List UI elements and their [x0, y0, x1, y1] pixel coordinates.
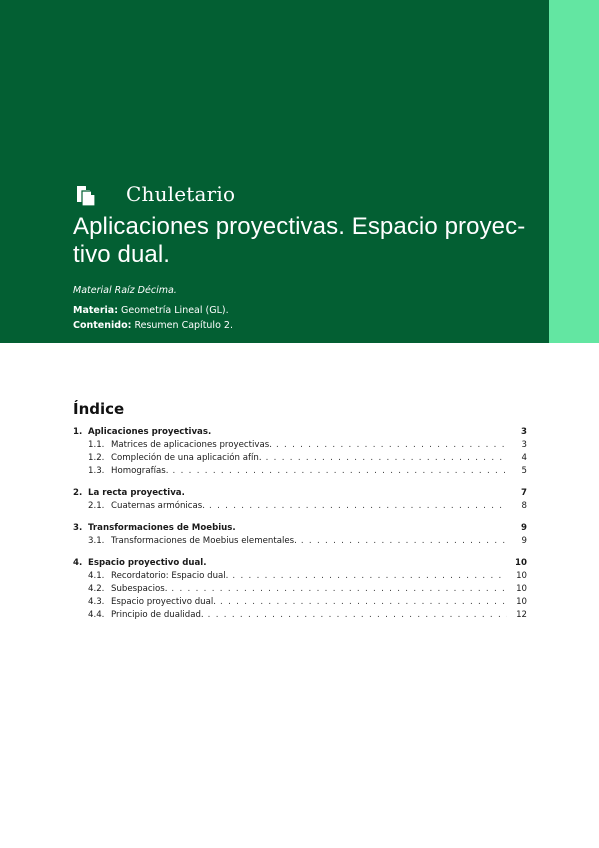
- toc-number: 1.1.: [88, 440, 105, 450]
- toc-section-entry[interactable]: [73, 558, 527, 571]
- page-title-line-2: tivo dual.: [73, 241, 171, 268]
- toc-title: Transformaciones de Moebius elementales.: [111, 536, 297, 546]
- toc-section: [73, 427, 527, 479]
- toc-number: 4.1.: [88, 571, 105, 581]
- materia-value: Geometría Lineal (GL).: [121, 305, 229, 316]
- toc-section: [73, 488, 527, 514]
- toc-page: 9: [521, 536, 527, 546]
- toc-page: 5: [521, 466, 527, 476]
- toc-subsection-entry[interactable]: [73, 453, 527, 466]
- toc-subsection-entry[interactable]: [73, 597, 527, 610]
- document-copy-icon: [74, 183, 98, 207]
- toc-page: 7: [521, 488, 527, 498]
- toc-title: Transformaciones de Moebius.: [88, 523, 236, 533]
- toc-title: Compleción de una aplicación afín.: [111, 453, 262, 463]
- toc-page: 8: [521, 501, 527, 511]
- toc-section-entry[interactable]: [73, 488, 527, 501]
- toc-page: 10: [516, 584, 527, 594]
- toc-title: La recta proyectiva.: [88, 488, 185, 498]
- materia-label: Materia:: [73, 305, 118, 316]
- toc-title: Subespacios.: [111, 584, 168, 594]
- toc-number: 4.: [73, 558, 83, 568]
- toc-subsection-entry[interactable]: [73, 584, 527, 597]
- toc-number: 3.1.: [88, 536, 105, 546]
- toc-number: 3.: [73, 523, 83, 533]
- toc-title: Espacio proyectivo dual.: [88, 558, 207, 568]
- page-title-line-1: Aplicaciones proyectivas. Espacio proyec-: [73, 213, 526, 240]
- toc-subsection-entry[interactable]: [73, 466, 527, 479]
- toc-number: 4.4.: [88, 610, 105, 620]
- toc-section: [73, 558, 527, 623]
- toc-title: Principio de dualidad.: [111, 610, 204, 620]
- toc-number: 1.3.: [88, 466, 105, 476]
- toc-title: Matrices de aplicaciones proyectivas.: [111, 440, 272, 450]
- toc-page: 10: [516, 571, 527, 581]
- toc-title: Recordatorio: Espacio dual.: [111, 571, 229, 581]
- contenido-value: Resumen Capítulo 2.: [134, 320, 233, 331]
- author: Material Raíz Décima.: [73, 285, 177, 296]
- toc-page: 12: [516, 610, 527, 620]
- dot-leader: [208, 610, 507, 620]
- page-title: [73, 213, 535, 269]
- toc-number: 4.3.: [88, 597, 105, 607]
- toc-section-entry[interactable]: [73, 427, 527, 440]
- dot-leader: [220, 597, 507, 607]
- toc-page: 3: [521, 427, 527, 437]
- toc-section-entry[interactable]: [73, 523, 527, 536]
- dot-leader: [301, 536, 507, 546]
- toc-heading: Índice: [73, 400, 125, 418]
- materia-line: [73, 305, 229, 316]
- toc-subsection-entry[interactable]: [73, 440, 527, 453]
- dot-leader: [266, 453, 507, 463]
- kicker-label: Chuletario: [126, 182, 236, 206]
- toc-page: 10: [515, 558, 527, 568]
- toc-number: 4.2.: [88, 584, 105, 594]
- toc-title: Cuaternas armónicas.: [111, 501, 205, 511]
- toc-title: Homografías.: [111, 466, 169, 476]
- toc-subsection-entry[interactable]: [73, 610, 527, 623]
- kicker: [88, 182, 235, 206]
- contenido-line: [73, 320, 233, 331]
- table-of-contents: [73, 427, 527, 632]
- toc-subsection-entry[interactable]: [73, 571, 527, 584]
- dot-leader: [171, 584, 507, 594]
- dot-leader: [173, 466, 508, 476]
- accent-strip: [549, 0, 599, 343]
- toc-number: 2.1.: [88, 501, 105, 511]
- toc-page: 10: [516, 597, 527, 607]
- toc-number: 2.: [73, 488, 83, 498]
- toc-subsection-entry[interactable]: [73, 536, 527, 549]
- dot-leader: [276, 440, 507, 450]
- toc-subsection-entry[interactable]: [73, 501, 527, 514]
- toc-page: 9: [521, 523, 527, 533]
- dot-leader: [209, 501, 507, 511]
- contenido-label: Contenido:: [73, 320, 132, 331]
- dot-leader: [232, 571, 507, 581]
- toc-page: 4: [521, 453, 527, 463]
- toc-number: 1.2.: [88, 453, 105, 463]
- toc-section: [73, 523, 527, 549]
- toc-page: 3: [521, 440, 527, 450]
- toc-title: Aplicaciones proyectivas.: [88, 427, 212, 437]
- toc-title: Espacio proyectivo dual.: [111, 597, 217, 607]
- toc-number: 1.: [73, 427, 83, 437]
